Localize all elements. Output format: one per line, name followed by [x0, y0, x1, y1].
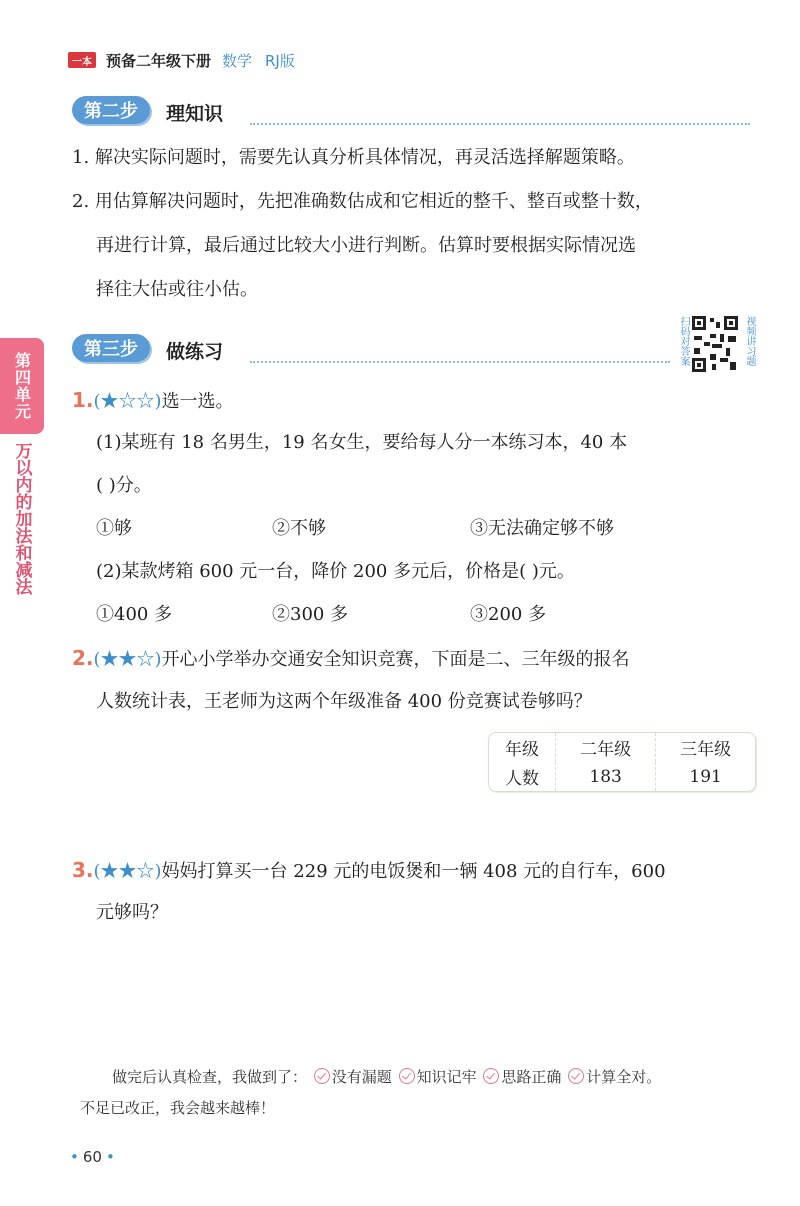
unit-topic: 万以内的加法和减法	[11, 442, 32, 595]
question-text: 妈妈打算买一台 229 元的电饭煲和一辆 408 元的自行车，600	[161, 861, 666, 882]
step3-title: 做练习	[166, 341, 224, 363]
knowledge-item-2: 2. 用估算解决问题时，先把准确数估成和它相近的整千、整百或整十数，	[72, 191, 653, 212]
knowledge-item-1: 1. 解决实际问题时，需要先认真分析具体情况，再灵活选择解题策略。	[72, 147, 635, 168]
enrollment-table	[488, 732, 756, 792]
knowledge-item-2-cont: 择往大估或往小估。	[96, 279, 258, 300]
self-check-line2: 不足已改正，我会越来越棒！	[80, 1099, 276, 1117]
book-title: 预备二年级下册	[106, 52, 212, 70]
question-number: 1.	[72, 388, 94, 412]
question-2	[72, 646, 630, 672]
question-number: 2.	[72, 646, 94, 670]
check-label: 没有漏题	[331, 1068, 392, 1086]
question-3	[72, 858, 666, 884]
table-cell: 三年级	[656, 733, 755, 762]
step2-title: 理知识	[166, 103, 224, 125]
question-1	[72, 388, 234, 414]
option[interactable]: ②不够	[272, 518, 326, 539]
option[interactable]: ①够	[96, 518, 132, 539]
table-row	[489, 733, 755, 762]
check-circle-icon[interactable]	[399, 1068, 415, 1084]
option[interactable]: ③200 多	[470, 604, 547, 625]
difficulty-stars: (★☆☆)	[93, 391, 162, 412]
divider	[250, 123, 750, 125]
table-cell: 年级	[505, 740, 539, 760]
check-circle-icon[interactable]	[568, 1068, 584, 1084]
check-label: 思路正确	[501, 1068, 562, 1086]
check-circle-icon[interactable]	[483, 1068, 499, 1084]
sub-question-1-blank[interactable]: ( )分。	[96, 475, 152, 496]
qr-caption-right: 视频讲习题	[744, 316, 755, 366]
qr-code-icon	[690, 314, 740, 374]
question-text-cont: 人数统计表，王老师为这两个年级准备 400 份竞赛试卷够吗？	[96, 691, 592, 712]
table-row	[489, 762, 755, 791]
sub-question-1: (1)某班有 18 名男生，19 名女生，要给每人分一本练习本，40 本	[96, 432, 628, 453]
edition-label: RJ版	[265, 52, 295, 70]
step3-pill: 第三步	[72, 334, 150, 362]
difficulty-stars: (★★☆)	[93, 861, 162, 882]
question-text-cont: 元够吗？	[96, 902, 168, 923]
table-cell: 二年级	[556, 733, 656, 762]
subject-label: 数学	[222, 52, 253, 70]
question-number: 3.	[72, 858, 94, 882]
check-label: 知识记牢	[416, 1068, 477, 1086]
qr-code-block[interactable]	[676, 314, 754, 376]
table-cell: 191	[656, 762, 755, 791]
sub-question-2: (2)某款烤箱 600 元一台，降价 200 多元后，价格是( )元。	[96, 561, 575, 582]
page-number-value: 60	[82, 1148, 102, 1166]
option[interactable]: ③无法确定够不够	[470, 518, 614, 539]
self-check-intro: 做完后认真检查，我做到了：	[112, 1068, 308, 1086]
check-label: 计算全对。	[586, 1068, 662, 1086]
knowledge-item-2-cont: 再进行计算，最后通过比较大小进行判断。估算时要根据实际情况选	[96, 235, 636, 256]
table-cell: 183	[556, 762, 656, 791]
page-number: • 60 •	[70, 1148, 115, 1166]
unit-tab: 第四单元	[0, 338, 44, 434]
qr-caption-left: 扫码对答案	[678, 316, 689, 366]
option[interactable]: ①400 多	[96, 604, 173, 625]
question-prompt: 选一选。	[161, 391, 234, 412]
table-cell: 人数	[505, 769, 539, 789]
option[interactable]: ②300 多	[272, 604, 349, 625]
divider	[250, 361, 670, 363]
self-check	[112, 1066, 661, 1087]
question-text: 开心小学举办交通安全知识竞赛，下面是二、三年级的报名	[161, 649, 630, 670]
step2-pill: 第二步	[72, 96, 150, 124]
check-circle-icon[interactable]	[314, 1068, 330, 1084]
series-badge: 一本	[68, 52, 96, 68]
difficulty-stars: (★★☆)	[93, 649, 162, 670]
